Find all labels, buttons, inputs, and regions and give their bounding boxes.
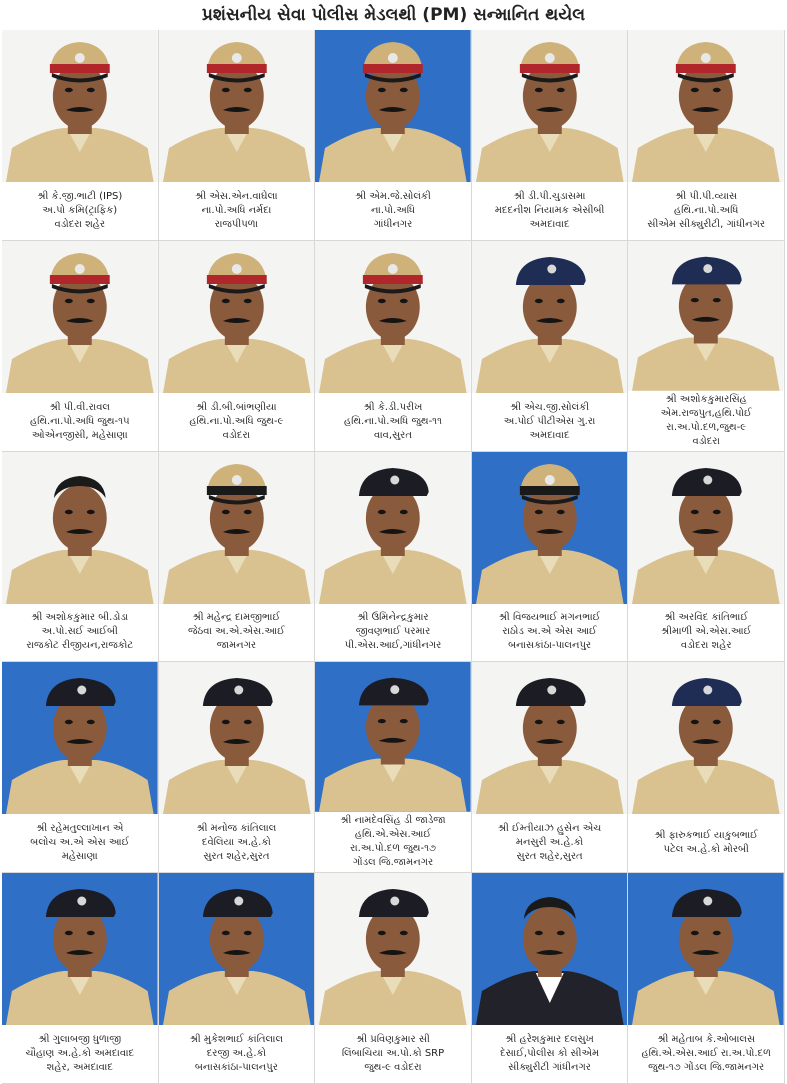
officer-detail-line: બનાસકાંઠા-પાલનપુર bbox=[508, 640, 592, 652]
officer-photo bbox=[628, 241, 784, 391]
officer-detail-line: ગોંડલ જિ.જામનગર bbox=[352, 857, 434, 869]
officer-detail-line: જામનગર bbox=[216, 640, 257, 652]
officer-name: શ્રી રહેમતુલ્લાખાન એ bbox=[36, 823, 124, 835]
officer-caption bbox=[472, 182, 628, 240]
officer-detail-line: રા.અ.પો.દળ જુથ-૧૭ bbox=[350, 843, 436, 855]
officer-card bbox=[2, 241, 159, 452]
officer-detail-line: રા.અ.પો.દળ,જુથ-૯ bbox=[666, 421, 747, 433]
officer-detail-line: હથિ.એ.એસ.આઈ રા.અ.પો.દળ bbox=[641, 1048, 771, 1060]
officer-caption bbox=[315, 1025, 471, 1083]
officer-card bbox=[628, 30, 785, 241]
officer-card bbox=[2, 452, 159, 663]
officer-detail-line: બનાસકાંઠા-પાલનપુર bbox=[194, 1062, 278, 1074]
officer-card bbox=[628, 452, 785, 663]
officer-detail-line: જુથ-૧૭ ગોંડલ જિ.જામનગર bbox=[648, 1062, 765, 1074]
officer-detail-line: હથિ.ના.પો.અધિ જુથ-૧૫ bbox=[29, 415, 130, 427]
officer-photo bbox=[628, 452, 784, 604]
officer-caption bbox=[315, 182, 471, 240]
officer-name: શ્રી મહેતાબ કે.ઓબાલસ bbox=[657, 1034, 756, 1046]
officer-caption bbox=[628, 391, 784, 451]
officer-name: શ્રી પ્રવિણકુમાર સી bbox=[356, 1034, 430, 1046]
officer-card bbox=[628, 662, 785, 873]
officer-name: શ્રી મનોજ કાંતિલાલ bbox=[196, 823, 277, 835]
officer-caption bbox=[628, 604, 784, 662]
officer-card bbox=[315, 452, 472, 663]
officer-detail-line: વડોદરા bbox=[222, 429, 251, 441]
officer-photo bbox=[472, 873, 628, 1025]
officer-card bbox=[159, 241, 316, 452]
officer-name: શ્રી કે.ડી.પરીખ bbox=[363, 401, 423, 413]
officer-caption bbox=[472, 393, 628, 451]
officer-detail-line: દેસાઈ,પોલીસ કો સીએમ bbox=[500, 1048, 600, 1060]
officer-caption bbox=[628, 1025, 784, 1083]
officer-detail-line: ઓએનજીસી, મહેસાણા bbox=[31, 429, 128, 441]
officer-caption bbox=[159, 1025, 315, 1083]
officer-card bbox=[159, 452, 316, 663]
officer-card bbox=[628, 241, 785, 452]
officer-photo bbox=[472, 241, 628, 393]
officer-name: શ્રી પી.પી.વ્યાસ bbox=[675, 190, 738, 202]
officer-photo bbox=[2, 873, 158, 1025]
officer-photo bbox=[2, 662, 158, 814]
officer-photo bbox=[472, 662, 628, 814]
officer-name: શ્રી અશોકકુમારસિંહ bbox=[665, 393, 747, 405]
officer-detail-line: સુરત શહેર,સુરત bbox=[516, 851, 583, 863]
officer-caption bbox=[2, 182, 158, 240]
officer-detail-line: જુથ-૯ વડોદરા bbox=[364, 1062, 422, 1074]
officer-card bbox=[159, 30, 316, 241]
officer-detail-line: વાવ,સુરત bbox=[373, 429, 412, 441]
officer-card bbox=[315, 241, 472, 452]
officer-photo bbox=[315, 662, 471, 812]
officer-detail-line: મદદનીશ નિયામક એસીબી bbox=[494, 204, 605, 216]
officer-card bbox=[315, 662, 472, 873]
officer-caption bbox=[159, 393, 315, 451]
officer-caption bbox=[472, 1025, 628, 1083]
officer-photo bbox=[628, 30, 784, 182]
officer-caption bbox=[472, 604, 628, 662]
officer-name: શ્રી ફારુકભાઈ યાકુબભાઈ bbox=[654, 830, 758, 842]
officer-card bbox=[472, 241, 629, 452]
officer-photo bbox=[159, 662, 315, 814]
officer-detail-line: વડોદરા bbox=[692, 435, 720, 447]
officer-detail-line: હથિ.ના.પો.અધિ bbox=[674, 204, 739, 216]
officer-caption bbox=[315, 604, 471, 662]
officer-name: શ્રી ગુલાબજી ધુળાજી bbox=[38, 1034, 122, 1046]
officer-photo bbox=[628, 873, 784, 1025]
officer-caption bbox=[159, 814, 315, 872]
officer-photo bbox=[315, 30, 471, 182]
officer-detail-line: પટેલ અ.હે.કો મોરબી bbox=[663, 844, 749, 856]
officer-detail-line: અ.પોઈ પીટીએસ ગુ.રા bbox=[503, 415, 596, 427]
officer-detail-line: હથિ.ના.પો.અધિ જુથ-૯ bbox=[189, 415, 284, 427]
officer-photo bbox=[315, 452, 471, 604]
officer-detail-line: હથિ.એ.એસ.આઈ bbox=[354, 829, 432, 841]
officer-caption bbox=[2, 604, 158, 662]
officer-photo bbox=[2, 241, 158, 393]
officer-photo bbox=[159, 30, 315, 182]
officer-detail-line: જીવણભાઈ પરમાર bbox=[355, 626, 431, 638]
officer-photo bbox=[315, 241, 471, 393]
officer-caption bbox=[315, 393, 471, 451]
officer-name: શ્રી અશોકકુમાર બી.ડોડા bbox=[31, 612, 129, 624]
officer-detail-line: અ.પો.સઈ આઈબી bbox=[41, 626, 118, 638]
officer-detail-line: વડોદરા શહેર bbox=[54, 218, 106, 230]
officer-name: શ્રી ડી.બી.બાંભણીયા bbox=[196, 401, 277, 413]
officer-name: શ્રી અરવિંદ કાંતિભાઈ bbox=[664, 612, 749, 624]
officer-card bbox=[315, 873, 472, 1084]
officer-name: શ્રી મહેન્દ્ર દામજીભાઈ bbox=[192, 612, 281, 624]
officer-photo bbox=[472, 30, 628, 182]
officer-caption bbox=[315, 812, 471, 872]
officer-detail-line: જેઠવા અ.એ.એસ.આઈ bbox=[187, 626, 285, 638]
officer-detail-line: અમદાવાદ bbox=[529, 429, 570, 441]
officer-name: શ્રી હરેશકુમાર દલસુખ bbox=[505, 1034, 594, 1046]
officer-photo bbox=[159, 241, 315, 393]
officer-caption bbox=[2, 1025, 158, 1083]
officer-detail-line: ગાંધીનગર bbox=[373, 218, 413, 230]
officer-caption bbox=[472, 814, 628, 872]
officer-photo bbox=[159, 873, 315, 1025]
officer-name: શ્રી નામદેવસિંહ ડી જાડેજા bbox=[340, 815, 446, 827]
officer-card bbox=[472, 662, 629, 873]
officer-caption bbox=[159, 604, 315, 662]
officer-card bbox=[2, 30, 159, 241]
officer-detail-line: અ.પો કમિ(ટ્રાફિક) bbox=[42, 204, 118, 216]
officer-detail-line: ના.પો.અધિ નર્મદા bbox=[201, 204, 272, 216]
officer-detail-line: રાજપીપળા bbox=[214, 218, 258, 230]
officer-card bbox=[628, 873, 785, 1084]
officer-card bbox=[2, 873, 159, 1084]
officer-caption bbox=[2, 393, 158, 451]
officer-detail-line: હથિ.ના.પો.અધિ જુથ-૧૧ bbox=[343, 415, 442, 427]
officer-caption bbox=[628, 182, 784, 240]
officer-caption bbox=[628, 814, 784, 872]
officer-card bbox=[159, 662, 316, 873]
officer-caption bbox=[159, 182, 315, 240]
officer-detail-line: વડોદરા શહેર bbox=[680, 640, 732, 652]
officer-detail-line: મનસુરી અ.હે.કો bbox=[515, 837, 584, 849]
officer-name: શ્રી એચ.જી.સોલંકી bbox=[510, 401, 590, 413]
officer-name: શ્રી કે.જી.ભાટી (IPS) bbox=[37, 190, 123, 202]
officer-detail-line: શ્રીમાળી એ.એસ.આઈ bbox=[661, 626, 752, 638]
page-title: પ્રશંસનીય સેવા પોલીસ મેડલથી (PM) સન્માનિત થયેલ bbox=[201, 5, 586, 25]
officer-photo bbox=[628, 662, 784, 814]
officer-caption bbox=[2, 814, 158, 872]
officer-card bbox=[472, 452, 629, 663]
officer-detail-line: એમ.રાજપુત,હથિ.પોઈ bbox=[660, 407, 752, 419]
officer-card bbox=[315, 30, 472, 241]
officer-name: શ્રી વિજયભાઈ મગનભાઈ bbox=[498, 612, 601, 624]
officer-name: શ્રી એમ.જે.સોલંકી bbox=[355, 190, 431, 202]
officer-detail-line: બલોચ અ.એ એસ આઈ bbox=[30, 837, 130, 849]
officer-name: શ્રી ઈમ્તીયાઝ હુસેન એચ bbox=[497, 823, 602, 835]
officer-detail-line: પી.એસ.આઈ,ગાંધીનગર bbox=[344, 640, 442, 652]
officer-card bbox=[159, 873, 316, 1084]
officer-name: શ્રી મુકેશભાઈ કાંતિલાલ bbox=[189, 1034, 284, 1046]
officer-photo bbox=[159, 452, 315, 604]
officer-detail-line: ના.પો.અધિ bbox=[370, 204, 416, 216]
officer-detail-line: અમદાવાદ bbox=[529, 218, 570, 230]
officer-grid bbox=[2, 30, 785, 1084]
officer-detail-line: સીક્યુરીટી ગાંધીનગર bbox=[508, 1062, 591, 1074]
officer-photo bbox=[2, 30, 158, 182]
officer-card bbox=[2, 662, 159, 873]
officer-detail-line: સીએમ સીક્યુરીટી, ગાંધીનગર bbox=[647, 218, 765, 230]
officer-name: શ્રી ડી.પી.ચુડાસમા bbox=[513, 190, 586, 202]
officer-detail-line: રાઠોડ અ.એ એસ આઈ bbox=[502, 626, 597, 638]
officer-name: શ્રી ઉમિનેન્દ્રકુમાર bbox=[357, 612, 429, 624]
officer-photo bbox=[315, 873, 471, 1025]
officer-detail-line: દવેલિયા અ.હે.કો bbox=[201, 837, 271, 849]
officer-name: શ્રી પી.વી.રાવલ bbox=[49, 401, 110, 413]
officer-photo bbox=[2, 452, 158, 604]
officer-detail-line: મહેસાણા bbox=[61, 851, 98, 863]
officer-name: શ્રી એસ.એન.વાઘેલા bbox=[195, 190, 278, 202]
officer-photo bbox=[472, 452, 628, 604]
officer-detail-line: દરજી અ.હે.કો bbox=[206, 1048, 267, 1060]
officer-detail-line: સુરત શહેર,સુરત bbox=[203, 851, 270, 863]
officer-detail-line: લિંબાચિયા અ.પો.કો SRP bbox=[341, 1048, 445, 1060]
officer-detail-line: શહેર, અમદાવાદ bbox=[46, 1062, 113, 1074]
officer-card bbox=[472, 30, 629, 241]
officer-detail-line: ચૌહાણ અ.હે.કો અમદાવાદ bbox=[25, 1048, 135, 1060]
officer-detail-line: રાજકોટ રીજીયન,રાજકોટ bbox=[26, 640, 134, 652]
officer-card bbox=[472, 873, 629, 1084]
